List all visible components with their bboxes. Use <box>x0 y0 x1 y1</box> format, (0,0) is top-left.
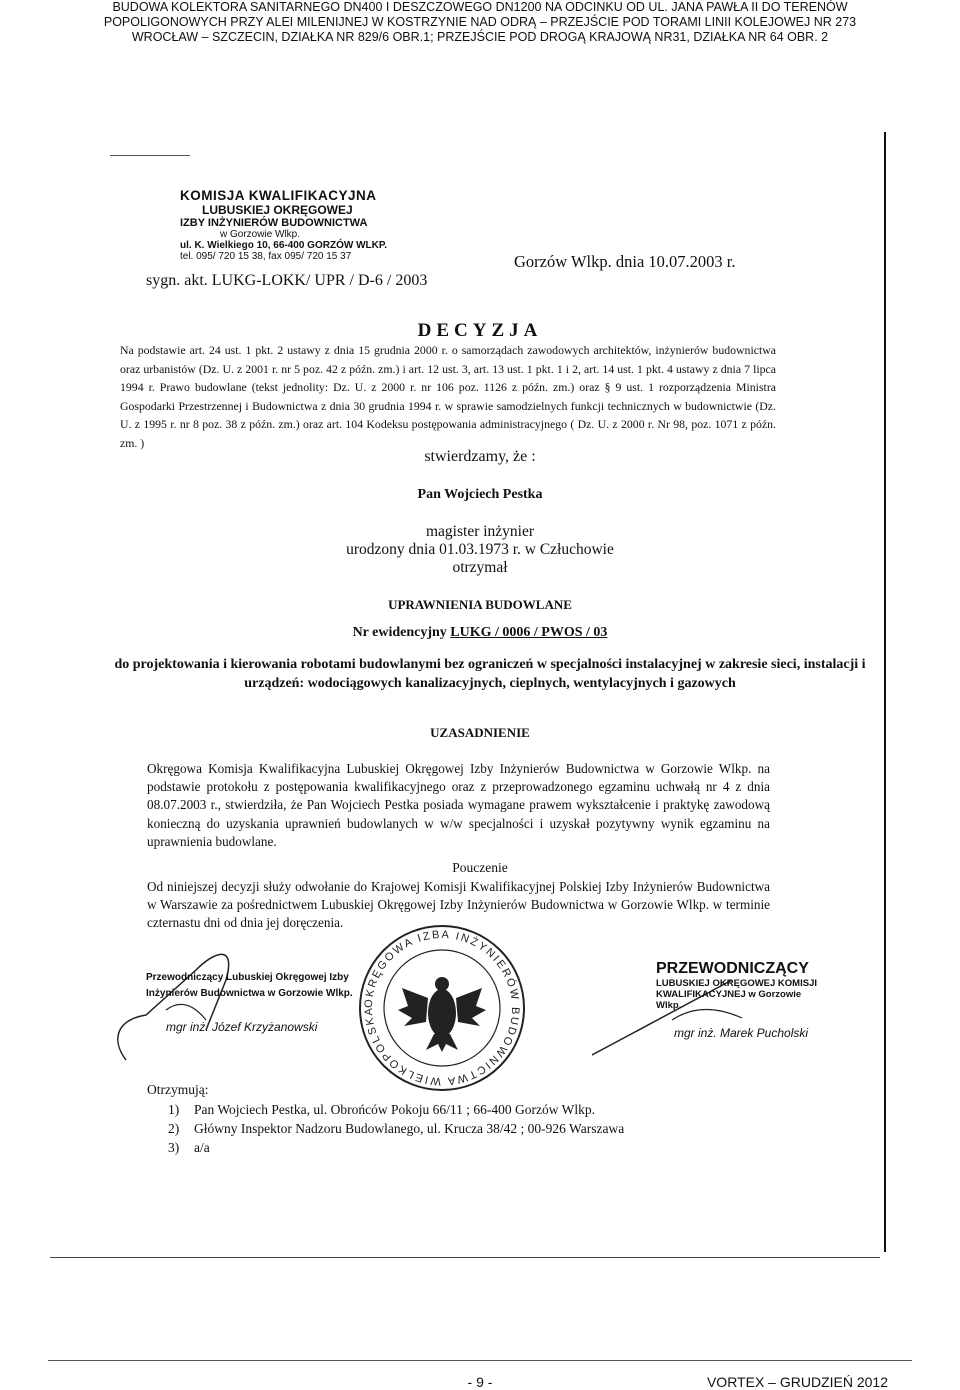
permission-scope: do projektowania i kierowania robotami budowlanymi bez ograniczeń w specjalności instalacyjnej w zakresie sieci, instalacji i urządzeń: wodociągowych kanalizacyjnych, cieplnych, wentylacyjnych i gazowych <box>114 657 866 691</box>
certify-line: stwierdzamy, że : <box>424 448 536 465</box>
seal-text: OKRĘGOWA IZBA INŻYNIERÓW BUDOWNICTWA WIELKOPOLSKA <box>362 928 522 1088</box>
seal-icon <box>352 918 532 1098</box>
recipients-title: Otrzymują: <box>147 1082 209 1097</box>
scan-right-edge <box>884 132 886 1252</box>
letterhead-line-4: w Gorzowie Wlkp. <box>220 229 301 240</box>
decision-title: DECYZJA <box>417 320 543 341</box>
left-signature-scribble <box>106 940 366 1070</box>
person-name: Pan Wojciech Pestka <box>417 487 543 502</box>
header-line-1: BUDOWA KOLEKTORA SANITARNEGO DN400 I DESZCZOWEGO DN1200 NA ODCINKU OD UL. JANA PAWŁA II DO TERENÓW <box>112 0 848 14</box>
instruction-text: Od niniejszej decyzji służy odwołanie do Krajowej Komisji Kwalifikacyjnej Polskiej Izby Inżynierów Budownictwa w Warszawie za pośrednictwem Lubuskiej Okręgowej Izby Inżynierów Budownictwa w Gorzowie Wlkp. w terminie czternastu dni od dnia jej doręczenia. <box>147 879 770 931</box>
registration-number <box>0 625 960 641</box>
person-birth: urodzony dnia 01.03.1973 r. w Człuchowie <box>346 541 614 558</box>
recipient-item: 3) a/a <box>168 1140 210 1155</box>
scan-bottom-edge <box>50 1257 880 1258</box>
letterhead-line-5: ul. K. Wielkiego 10, 66-400 GORZÓW WLKP. <box>180 240 387 251</box>
left-signature-name: mgr inż. Józef Krzyżanowski <box>166 1020 318 1034</box>
recipient-item: 1) Pan Wojciech Pestka, ul. Obrońców Pokoju 66/11 ; 66-400 Gorzów Wlkp. <box>168 1102 595 1117</box>
footer-divider <box>48 1360 912 1361</box>
letterhead-line-1: KOMISJA KWALIFIKACYJNA <box>180 188 377 203</box>
right-signature-line-1: PRZEWODNICZĄCY <box>656 960 809 977</box>
right-signature-line-2: LUBUSKIEJ OKRĘGOWEJ KOMISJI KWALIFIKACYJNEJ w Gorzowie Wlkp. <box>656 978 817 1011</box>
document-header <box>0 0 960 45</box>
case-reference: sygn. akt. LUKG-LOKK/ UPR / D-6 / 2003 <box>146 272 428 289</box>
received-line: otrzymał <box>452 559 508 576</box>
justification-title: UZASADNIENIE <box>430 725 530 740</box>
letterhead-line-2: LUBUSKIEJ OKRĘGOWEJ <box>202 203 353 217</box>
letterhead-line-3: IZBY INŻYNIERÓW BUDOWNICTWA <box>180 217 368 229</box>
permission-title: UPRAWNIENIA BUDOWLANE <box>388 597 572 612</box>
left-signature-line-2: Inżynierów Budownictwa w Gorzowie Wlkp. <box>146 988 353 999</box>
right-signature-block <box>592 960 832 1060</box>
legal-basis-text: Na podstawie art. 24 ust. 1 pkt. 2 ustawy z dnia 15 grudnia 2000 r. o samorządach zawodowych architektów, inżynierów budownictwa oraz urbanistów (Dz. U. z 2001 r. nr 5 poz. 42 z późn. zm.) i art. 12 ust. 3, art. 13 ust. 1 pkt. 1 i 2, art. 14 ust. 1 pkt. 4 ustawy z dnia 7 lipca 1994 r. Prawo budowlane (tekst jednolity: Dz. U. z 2000 r. nr 106 poz. 1126 z późn. zm.) oraz § 9 ust. 1 rozporządzenia Ministra Gospodarki Przestrzennej i Budownictwa z dnia 30 grudnia 1994 r. w sprawie samodzielnych funkcji technicznych w budownictwie (Dz. U. z 1995 r. nr 8 poz. 38 z późn. zm.) oraz art. 104 Kodeksu postępowania administracyjnego ( Dz. U. z 2000 r. Nr 98, poz. 1071 z późn. zm. ) <box>120 343 776 450</box>
left-signature-block <box>106 940 366 1070</box>
official-seal <box>352 918 532 1098</box>
left-signature-line-1: Przewodniczący Lubuskiej Okręgowej Izby <box>146 972 349 983</box>
legal-basis <box>120 341 776 453</box>
issue-date: Gorzów Wlkp. dnia 10.07.2003 r. <box>514 252 736 271</box>
scan-top-mark <box>110 155 190 156</box>
header-line-3: WROCŁAW – SZCZECIN, DZIAŁKA NR 829/6 OBR.1; PRZEJŚCIE POD DROGĄ KRAJOWĄ NR31, DZIAŁKA NR 64 OBR. 2 <box>131 30 829 44</box>
recipients-list <box>168 1100 624 1157</box>
letterhead-stamp <box>180 188 420 262</box>
right-signature-name: mgr inż. Marek Pucholski <box>674 1026 809 1040</box>
header-line-2: POPOLIGONOWYCH PRZY ALEI MILENIJNEJ W KOSTRZYNIE NAD ODRĄ – PRZEJŚCIE POD TORAMI LINII KOLEJOWEJ NR 273 <box>103 15 857 29</box>
person-degree: magister inżynier <box>425 523 535 540</box>
footer-right: VORTEX – GRUDZIEŃ 2012 <box>706 1374 888 1390</box>
page-number: - 9 - <box>467 1374 493 1390</box>
recipient-item: 2) Główny Inspektor Nadzoru Budowlanego, ul. Krucza 38/42 ; 00-926 Warszawa <box>168 1121 625 1136</box>
registration-prefix: Nr ewidencyjny <box>352 625 447 640</box>
justification-text: Okręgowa Komisja Kwalifikacyjna Lubuskiej Okręgowej Izby Inżynierów Budownictwa w Gorzowie Wlkp. na podstawie protokołu z postępowania kwalifikacyjnego oraz z przeprowadzonego egzaminu uchwałą nr 4 z dnia 08.07.2003 r., stwierdziła, że Pan Wojciech Pestka posiada wymagane prawem wykształcenie i praktykę zawodową konieczną do uzyskania uprawnień budowlanych w w/w specjalności i uzyskał pozytywny wynik egzaminu na uprawnienia budowlane. <box>147 761 770 849</box>
instruction-title: Pouczenie <box>452 860 508 875</box>
letterhead-line-6: tel. 095/ 720 15 38, fax 095/ 720 15 37 <box>180 251 352 262</box>
registration-value: LUKG / 0006 / PWOS / 03 <box>450 625 608 640</box>
